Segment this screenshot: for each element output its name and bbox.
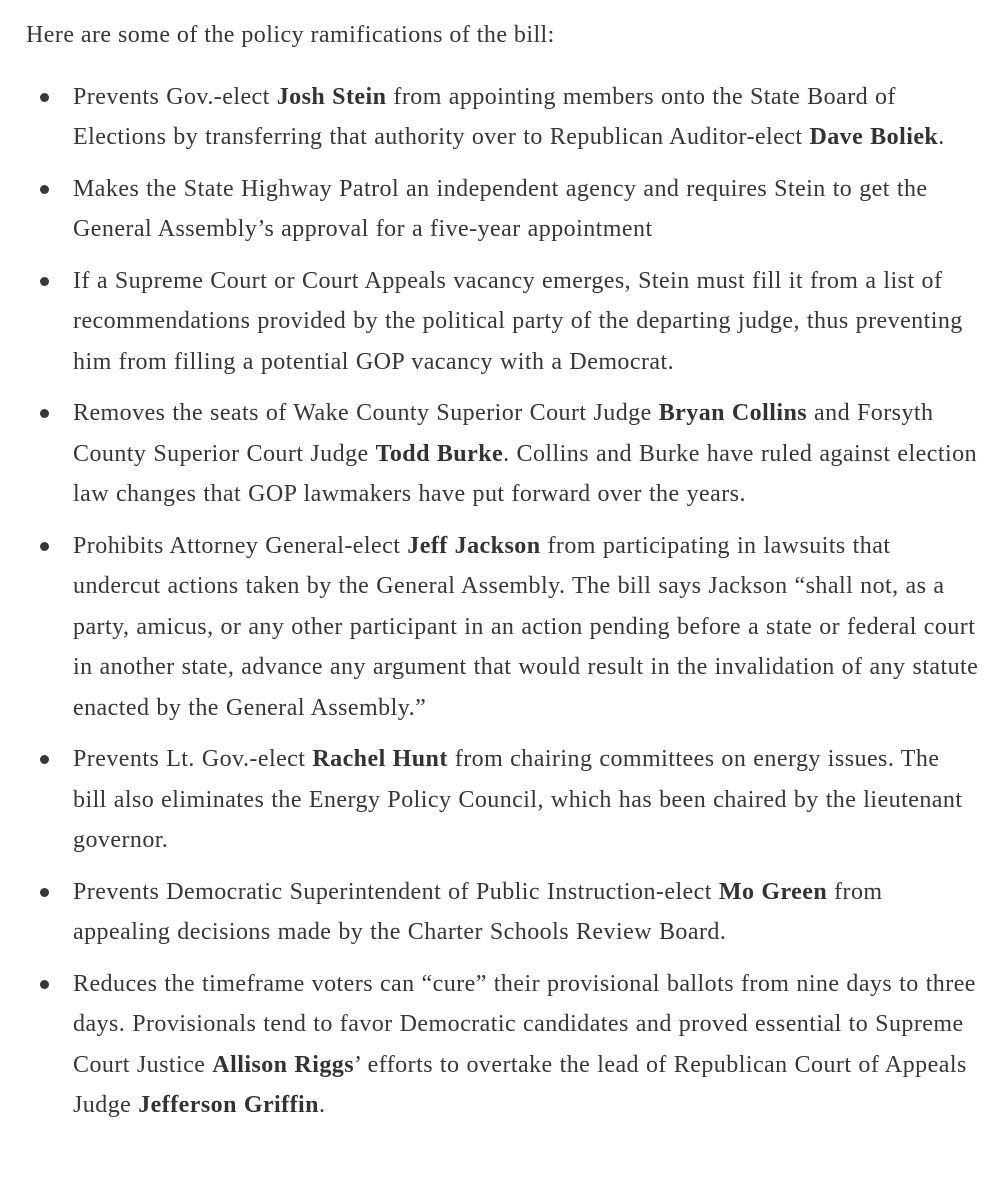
person-name: Jefferson Griffin (138, 1092, 319, 1118)
bullet-icon (40, 277, 49, 286)
person-name: Allison Riggs (212, 1051, 355, 1078)
list-item-text: Prohibits Attorney General-elect (73, 532, 408, 559)
list-item-text: Prevents Gov.-elect (73, 83, 277, 110)
person-name: Jeff Jackson (407, 532, 541, 559)
bullet-icon (40, 93, 49, 102)
bullet-icon (40, 888, 49, 897)
list-item-text: from appointing members onto the State Board of Elections by transferring that authority over to Republican Auditor-elect (73, 83, 896, 150)
list-item-text: Prevents Lt. Gov.-elect (73, 746, 313, 772)
list-item-text: . (938, 124, 945, 150)
list-item-text: If a Supreme Court or Court Appeals vacancy emerges, Stein must fill it from a list of recommendations provided by the political party of the departing judge, thus preventing him from filling a potential GOP vacancy with a Democrat. (73, 267, 963, 375)
list-item (26, 261, 980, 383)
bullet-icon (40, 542, 49, 551)
intro-paragraph: Here are some of the policy ramifications of the bill: (26, 22, 555, 48)
list-item-text: ’ efforts to overtake the lead of Republican Court of Appeals Judge (73, 1051, 967, 1118)
list-item (26, 872, 980, 953)
person-name: Rachel Hunt (312, 746, 448, 772)
list-item-text: from participating in lawsuits that undercut actions taken by the General Assembly. The bill says Jackson “shall not, as a party, amicus, or any other participant in an action pending before a state or federal court in another state, advance any argument that would result in the invalidation of any statute enacted by the General Assembly.” (73, 532, 979, 721)
list-item-text: Reduces the timeframe voters can “cure” their provisional ballots from nine days to three days. Provisionals tend to favor Democratic candidates and proved essential to Supreme Court Justice (73, 970, 976, 1078)
bullet-icon (40, 409, 49, 418)
person-name: Bryan Collins (658, 400, 808, 426)
list-item-text: and Forsyth County Superior Court Judge (73, 400, 934, 467)
list-item (26, 526, 980, 729)
list-item (26, 77, 980, 158)
bullet-icon (40, 980, 49, 989)
list-item-text: from chairing committees on energy issues. The bill also eliminates the Energy Policy Council, which has been chaired by the lieutenant governor. (73, 746, 963, 853)
person-name: Mo Green (718, 878, 828, 905)
list-item-text: . (318, 1092, 326, 1118)
person-name: Dave Boliek (809, 124, 939, 150)
list-item-text: . Collins and Burke have ruled against election law changes that GOP lawmakers have put forward over the years. (73, 440, 977, 507)
list-item (26, 964, 980, 1126)
person-name: Josh Stein (276, 83, 387, 110)
list-item (26, 739, 980, 861)
list-item (26, 393, 980, 515)
list-item-text: Prevents Democratic Superintendent of Public Instruction-elect (73, 878, 719, 905)
list-item (26, 169, 980, 250)
list-item-text: Makes the State Highway Patrol an independent agency and requires Stein to get the General Assembly’s approval for a five-year appointment (73, 175, 928, 242)
bullet-icon (40, 755, 49, 764)
bullet-icon (40, 185, 49, 194)
list-item-text: from appealing decisions made by the Charter Schools Review Board. (73, 878, 883, 945)
list-item-text: Removes the seats of Wake County Superior Court Judge (73, 400, 659, 426)
ramifications-list (26, 77, 980, 1126)
person-name: Todd Burke (375, 440, 504, 467)
